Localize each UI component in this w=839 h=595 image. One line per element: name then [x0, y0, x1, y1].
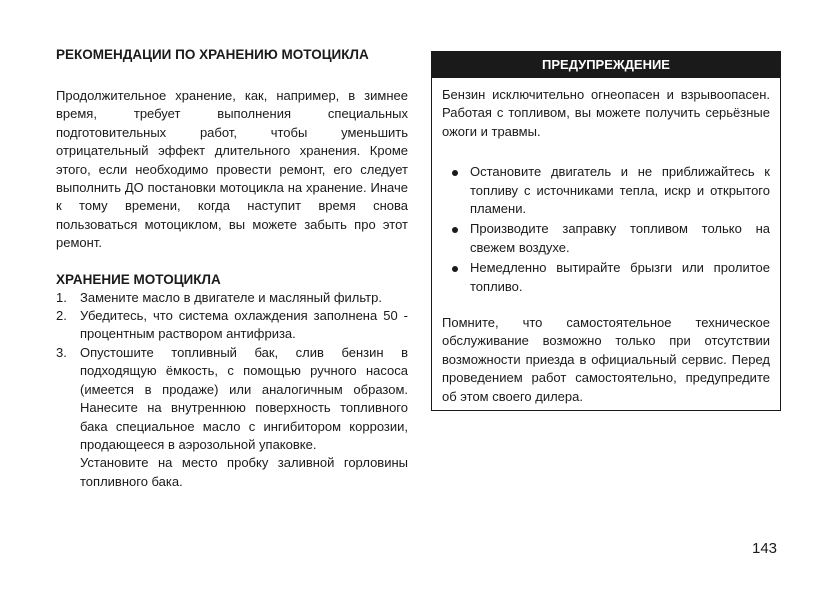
warning-bullet-list	[442, 163, 770, 296]
step-text: Убедитесь, что система охлаждения заполнена 50 - процентным раствором антифриза.	[80, 308, 408, 342]
warning-box	[431, 51, 781, 411]
bullet-dot-icon	[452, 266, 458, 272]
step-number: 3.	[56, 344, 67, 360]
warning-title: ПРЕДУПРЕЖДЕНИЕ	[432, 52, 780, 78]
warning-reminder: Помните, что самостоятельное техническое обслуживание возможно только при отсутствии возможности приезда в официальный сервис. Перед проведением работ самостоятельно, предупредите об этом своего дилера.	[442, 315, 770, 404]
warning-bullet-text: Немедленно вытирайте брызги или пролитое топливо.	[470, 260, 770, 294]
motorcycle-storage-heading: ХРАНЕНИЕ МОТОЦИКЛА	[56, 271, 221, 287]
storage-step	[56, 344, 408, 491]
storage-steps-list	[56, 289, 408, 491]
step-number: 2.	[56, 308, 67, 324]
warning-bullet-text: Остановите двигатель и не приближайтесь к топливу с источниками тепла, искр и открытого пламени.	[470, 164, 770, 217]
warning-bullet	[442, 220, 770, 257]
bullet-dot-icon	[452, 227, 458, 233]
step-extra-text: Установите на место пробку заливной горловины топливного бака.	[80, 455, 408, 489]
storage-step	[56, 289, 408, 307]
warning-body	[432, 78, 780, 406]
warning-bullet	[442, 163, 770, 218]
step-text: Замените масло в двигателе и масляный фильтр.	[80, 289, 382, 305]
storage-step	[56, 307, 408, 344]
page-number: 143	[752, 540, 778, 557]
storage-recommendations-column	[56, 46, 408, 491]
step-text: Опустошите топливный бак, слив бензин в подходящую ёмкость, с помощью ручного насоса (имеется в продаже) или аналогичным образом. Нанесите на внутреннюю поверхность топливного бака специальное масло с ингибитором коррозии, продающееся в аэрозольной упаковке.	[80, 344, 408, 452]
storage-recommendations-heading: РЕКОМЕНДАЦИИ ПО ХРАНЕНИЮ МОТОЦИКЛА	[56, 47, 369, 62]
bullet-dot-icon	[452, 170, 458, 176]
warning-bullet	[442, 259, 770, 296]
storage-intro-paragraph: Продолжительное хранение, как, например, в зимнее время, требует выполнения специальных подготовительных работ, чтобы уменьшить отрицательный эффект длительного хранения. Кроме этого, если необходимо провести ремонт, его следует выполнить ДО постановки мотоцикла на хранение. Иначе к тому времени, когда наступит время снова пользоваться мотоциклом, вы можете забыть про этот ремонт.	[56, 88, 408, 251]
step-number: 1.	[56, 289, 67, 305]
warning-bullet-text: Производите заправку топливом только на свежем воздухе.	[470, 221, 770, 255]
warning-intro: Бензин исключительно огнеопасен и взрывоопасен. Работая с топливом, вы можете получить серьёзные ожоги и травмы.	[442, 87, 770, 139]
